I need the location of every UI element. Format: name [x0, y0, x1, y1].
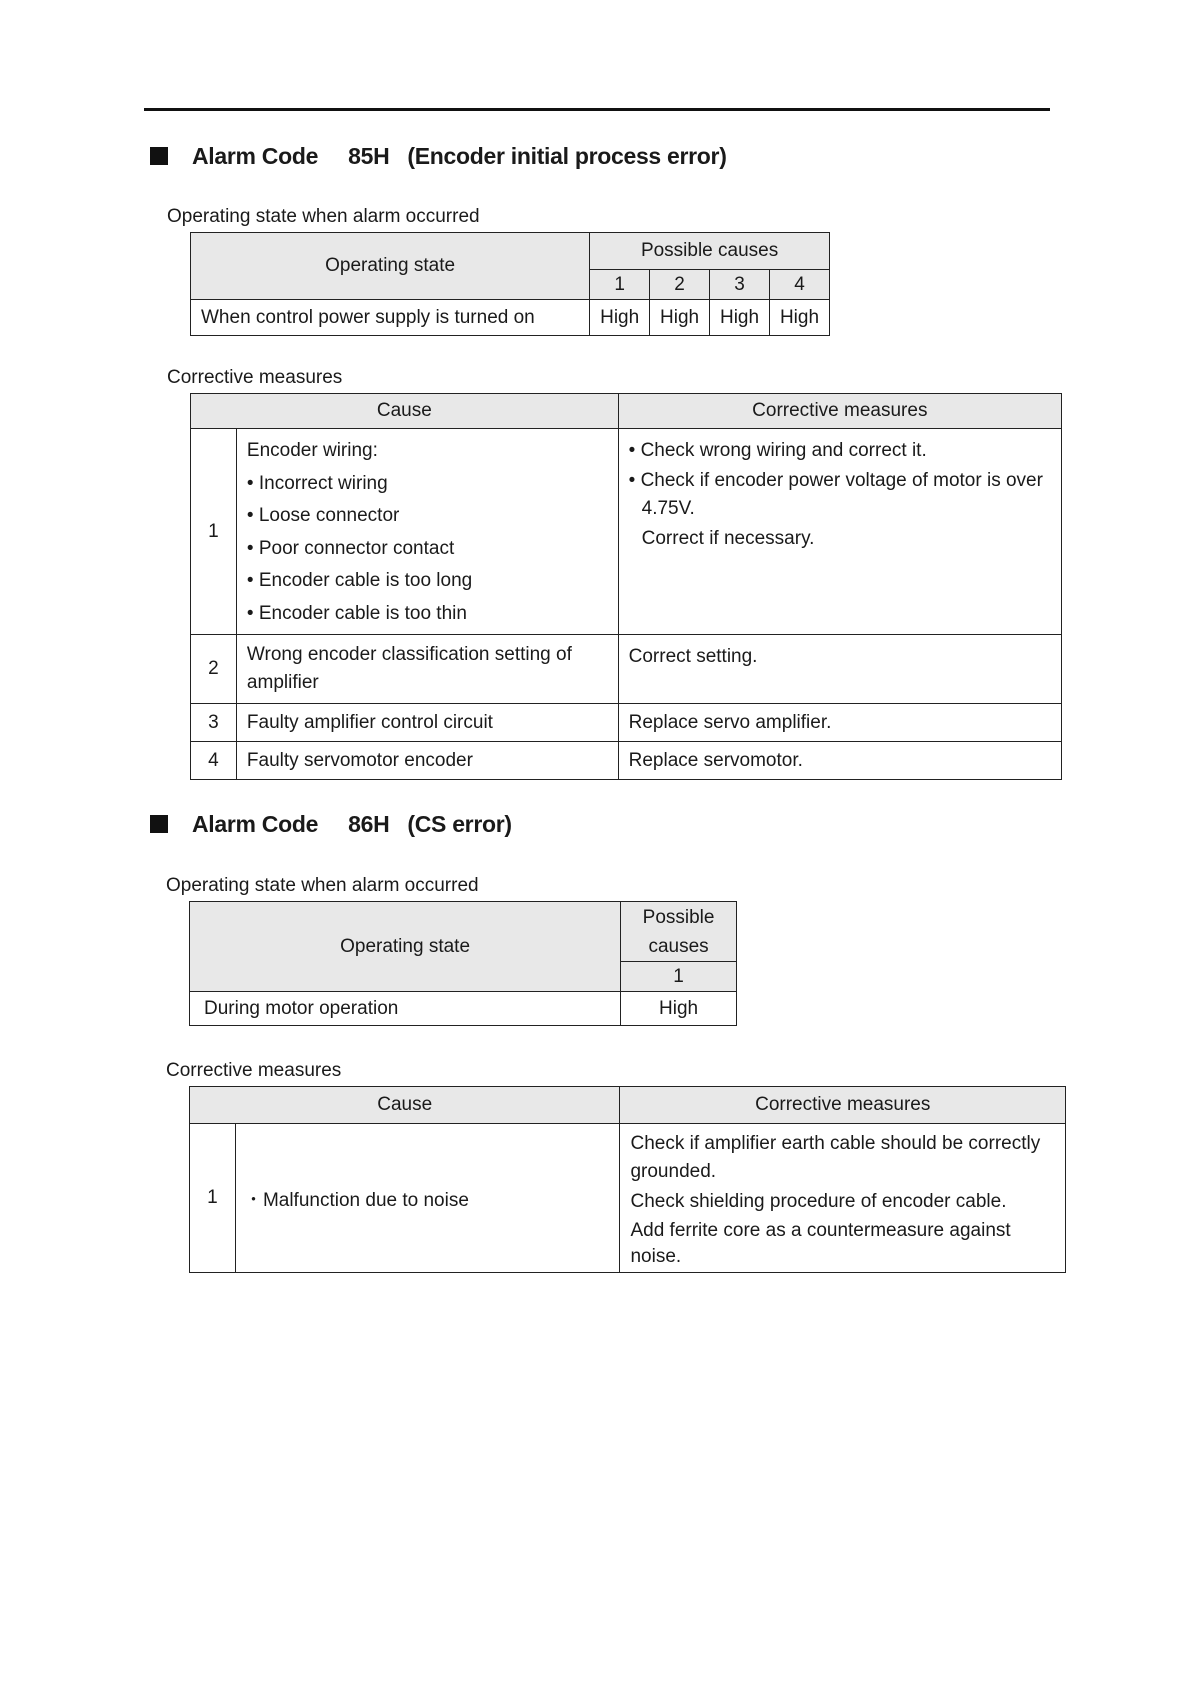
- row-number: 1: [190, 1124, 236, 1273]
- cause-line: • Encoder cable is too thin: [246, 602, 467, 624]
- row-number: 4: [191, 742, 237, 780]
- alarm-86-measures-caption: Corrective measures: [166, 1060, 342, 1081]
- alarm-code-label: Alarm Code: [192, 811, 319, 837]
- measure-cell: [618, 429, 1061, 635]
- col-corrective-measures: Corrective measures: [620, 1087, 1066, 1124]
- row-number: 2: [191, 635, 237, 704]
- cause-cell: ・Malfunction due to noise: [235, 1124, 620, 1273]
- alarm-85-measures-table: [190, 393, 1062, 780]
- cause-cell: [236, 429, 618, 635]
- bullet-square-icon: [150, 815, 168, 833]
- col-possible-causes-line: causes: [648, 935, 709, 957]
- cause-line: • Encoder cable is too long: [246, 570, 473, 591]
- measure-line: 4.75V.: [641, 498, 695, 519]
- measure-cell: Replace servo amplifier.: [618, 704, 1061, 742]
- cause-number: 1: [590, 270, 650, 300]
- table-row: [191, 742, 1062, 780]
- col-cause: Cause: [191, 394, 619, 429]
- measure-line: Check shielding procedure of encoder cable.: [630, 1191, 1007, 1212]
- cause-line: • Poor connector contact: [246, 537, 455, 559]
- measure-line: Correct if necessary.: [641, 528, 815, 549]
- cause-line: Wrong encoder classification setting of: [246, 644, 572, 665]
- alarm-code: 86H: [348, 811, 390, 837]
- cause-line: • Loose connector: [246, 505, 400, 526]
- table-row: [191, 704, 1062, 742]
- cause-line: Encoder wiring:: [246, 440, 378, 461]
- alarm-86-measures-table: [189, 1086, 1066, 1273]
- measure-cell: Replace servomotor.: [618, 742, 1061, 780]
- cause-line: • Incorrect wiring: [246, 472, 388, 494]
- cause-likelihood: High: [590, 300, 650, 336]
- measure-line: Add ferrite core as a countermeasure against noise.: [630, 1220, 1011, 1267]
- cause-number: 2: [650, 270, 710, 300]
- alarm-code: 85H: [348, 143, 390, 169]
- measure-line: Correct setting.: [628, 646, 758, 667]
- col-operating-state: Operating state: [190, 902, 621, 992]
- table-row: [190, 1124, 1066, 1273]
- col-possible-causes: Possible causes: [590, 233, 830, 270]
- measure-line: • Check wrong wiring and correct it.: [628, 440, 927, 461]
- bullet-square-icon: [150, 147, 168, 165]
- cause-likelihood: High: [770, 300, 830, 336]
- table-row: [191, 429, 1062, 635]
- col-cause: Cause: [190, 1087, 620, 1124]
- cause-cell: Faulty servomotor encoder: [236, 742, 618, 780]
- col-operating-state: Operating state: [191, 233, 590, 300]
- cause-cell: Faulty amplifier control circuit: [236, 704, 618, 742]
- col-corrective-measures: Corrective measures: [618, 394, 1061, 429]
- cause-line: amplifier: [246, 672, 319, 693]
- cause-likelihood: High: [650, 300, 710, 336]
- alarm-86-heading: [150, 811, 512, 838]
- alarm-86-state-table: [189, 901, 737, 1026]
- col-possible-causes-line: Possible: [642, 906, 715, 928]
- alarm-description: (CS error): [407, 811, 512, 837]
- col-possible-causes: [621, 902, 737, 962]
- alarm-86-state-caption: Operating state when alarm occurred: [166, 875, 479, 896]
- operating-state-row-label: During motor operation: [190, 992, 621, 1026]
- alarm-description: (Encoder initial process error): [407, 143, 727, 169]
- alarm-85-measures-caption: Corrective measures: [167, 367, 343, 388]
- cause-likelihood: High: [621, 992, 737, 1026]
- cause-number: 4: [770, 270, 830, 300]
- measure-line: grounded.: [630, 1161, 717, 1182]
- row-number: 3: [191, 704, 237, 742]
- measure-line: • Check if encoder power voltage of motor is over: [628, 470, 1043, 491]
- cause-number: 1: [621, 962, 737, 992]
- measure-cell: [620, 1124, 1066, 1273]
- measure-cell: [618, 635, 1061, 704]
- alarm-code-label: Alarm Code: [192, 143, 319, 169]
- measure-line: Check if amplifier earth cable should be correctly: [630, 1133, 1041, 1154]
- alarm-85-heading: [150, 143, 727, 170]
- cause-cell: [236, 635, 618, 704]
- row-number: 1: [191, 429, 237, 635]
- alarm-85-state-caption: Operating state when alarm occurred: [167, 206, 480, 227]
- cause-likelihood: High: [710, 300, 770, 336]
- table-row: [191, 635, 1062, 704]
- top-rule: [144, 108, 1050, 111]
- operating-state-row-label: When control power supply is turned on: [191, 300, 590, 336]
- alarm-85-state-table: [190, 232, 830, 336]
- cause-number: 3: [710, 270, 770, 300]
